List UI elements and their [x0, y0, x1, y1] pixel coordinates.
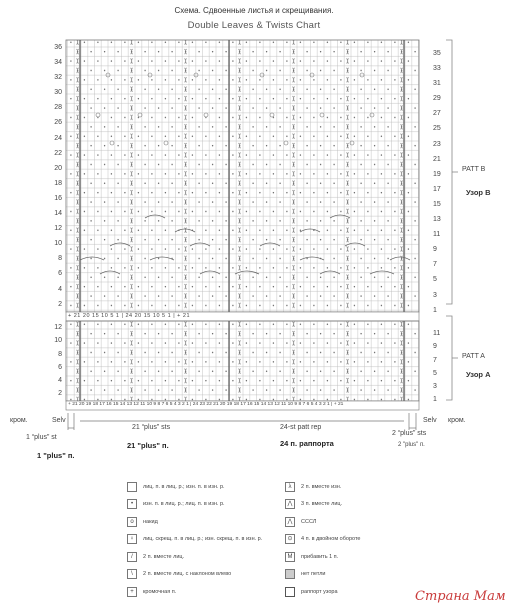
row-number: 27 [433, 110, 441, 118]
row-number: 2 [58, 300, 62, 308]
selv-right: Selv [423, 417, 437, 424]
legend-item [285, 496, 360, 514]
row-number: 31 [433, 80, 441, 88]
legend-item [127, 548, 262, 566]
row-number: 6 [58, 363, 62, 371]
legend-item [127, 478, 262, 496]
row-number: 1 [433, 396, 437, 404]
legend-symbol: ⊙ [285, 534, 295, 544]
row-number: 25 [433, 125, 441, 133]
legend-item [127, 531, 262, 549]
legend-symbol: o [127, 517, 137, 527]
row-number: 26 [54, 119, 62, 127]
legend-text: кромочная п. [143, 588, 177, 595]
bottom-column-numbers: + 21 20 19 18 17 16 15 14 13 12 11 10 9 8 7 6 5 4 3 2 1 | 24 23 22 21 20 19 18 17 16 15 14 13 12 11 10 9 8 7 6 5 4 3 2 1 | + 21 [68, 402, 344, 407]
repeat-24-label-ru: 24 п. раппорта [280, 439, 334, 448]
legend-text: 2 п. вместе изн. [301, 483, 342, 490]
row-number: 9 [433, 343, 437, 351]
legend-text: нет петли [301, 571, 326, 578]
chart-title-ru: Схема. Сдвоенные листья и скрещивания. [174, 6, 334, 15]
legend-text: прибавить 1 п. [301, 553, 339, 560]
row-number: 8 [58, 255, 62, 263]
row-number: 7 [433, 356, 437, 364]
legend-symbol-repeat [285, 587, 295, 597]
legend-symbol: / [127, 552, 137, 562]
left-row-numbers-bottom [50, 321, 64, 401]
uzor-b-label: Узор В [466, 188, 491, 197]
plus-1-label-ru: 1 "plus" п. [37, 451, 75, 460]
legend-symbol-no-stitch [285, 569, 295, 579]
row-number: 14 [54, 210, 62, 218]
row-number: 19 [433, 170, 441, 178]
legend-text: 3 п. вместе лиц. [301, 501, 343, 508]
range-arrows [68, 413, 416, 430]
right-row-numbers-top [433, 46, 447, 318]
row-number: 34 [54, 59, 62, 67]
legend-item [127, 496, 262, 514]
left-row-numbers-top [50, 40, 64, 312]
row-number: 13 [433, 216, 441, 224]
row-number: 20 [54, 164, 62, 172]
row-number: 10 [54, 240, 62, 248]
legend-text: раппорт узора [301, 588, 338, 595]
patt-a-label: PATT A [462, 353, 485, 360]
row-number: 7 [433, 261, 437, 269]
legend-text: СССЛ [301, 518, 317, 525]
legend-symbol: • [127, 499, 137, 509]
row-number: 36 [54, 44, 62, 51]
legend-symbol: + [127, 587, 137, 597]
row-number: 22 [54, 149, 62, 157]
row-number: 10 [54, 337, 62, 345]
row-number: 6 [58, 270, 62, 278]
legend-symbol: \ [127, 569, 137, 579]
row-number: 30 [54, 89, 62, 97]
legend-text: накид [143, 518, 158, 525]
row-number: 9 [433, 246, 437, 254]
plus-2-label-en: 2 “plus” sts [392, 430, 427, 437]
legend-left [127, 478, 262, 601]
row-number: 21 [433, 155, 441, 163]
legend-text: изн. п. в лиц. р.; лиц. п. в изн. р. [143, 501, 225, 508]
row-number: 12 [54, 324, 62, 331]
row-number: 33 [433, 65, 441, 73]
legend-item [127, 566, 262, 584]
row-number: 11 [433, 231, 441, 239]
krom-left: кром. [10, 417, 28, 424]
row-number: 4 [58, 285, 62, 293]
legend-item [127, 583, 262, 601]
chart-title-en: Double Leaves & Twists Chart [187, 20, 321, 31]
row-number: 11 [433, 330, 441, 337]
uzor-a-label: Узор А [466, 370, 491, 379]
row-number: 29 [433, 95, 441, 103]
plus-21-label-en: 21 “plus” sts [132, 424, 171, 431]
legend-text: 2 п. вместе лиц. [143, 553, 185, 560]
right-row-numbers-bottom [433, 327, 447, 407]
row-number: 15 [433, 200, 441, 208]
watermark: Страна Мам [415, 589, 506, 604]
repeat-24-label-en: 24-st patt rep [280, 424, 322, 431]
legend-symbol: ♀ [127, 534, 137, 544]
legend-item [285, 566, 360, 584]
patt-brackets [446, 40, 458, 400]
krom-right: кром. [448, 417, 466, 424]
selv-left: Selv [52, 417, 66, 424]
chart-patt-a [66, 321, 419, 401]
legend-text: 4 п. в двойном обороте [301, 536, 361, 543]
row-number: 5 [433, 369, 437, 377]
legend-symbol: ⋀ [285, 499, 295, 509]
plus-21-label-ru: 21 "plus" п. [127, 441, 169, 450]
row-number: 28 [54, 104, 62, 112]
legend-symbol [127, 482, 137, 492]
chart-patt-b [66, 40, 419, 312]
legend-right [285, 478, 360, 601]
row-number: 4 [58, 377, 62, 385]
legend-item [285, 513, 360, 531]
row-number: 3 [433, 291, 437, 299]
legend-item [285, 478, 360, 496]
row-number: 1 [433, 306, 437, 314]
legend-text: лиц. п. в лиц. р.; изн. п. в изн. р. [143, 483, 225, 490]
row-number: 18 [54, 179, 62, 187]
legend-item [285, 548, 360, 566]
plus-2-label-ru: 2 "plus" п. [398, 442, 425, 448]
row-number: 5 [433, 276, 437, 284]
plus-1-label-en: 1 “plus” st [26, 434, 57, 441]
legend-symbol: M [285, 552, 295, 562]
legend-text: 2 п. вместе лиц. с наклоном влево [143, 571, 232, 578]
row-number: 16 [54, 194, 62, 202]
row-number: 2 [58, 390, 62, 398]
legend-symbol: λ [285, 482, 295, 492]
legend-item [285, 583, 360, 601]
row-number: 17 [433, 185, 441, 193]
row-number: 23 [433, 140, 441, 148]
middle-column-numbers: + 21 20 15 10 5 1 | 24 20 15 10 5 1 | + 21 [68, 313, 191, 319]
legend-text: лиц. скрещ. п. в лиц. р.; изн. скрещ. п. в изн. р. [143, 536, 263, 543]
row-number: 3 [433, 383, 437, 391]
patt-b-label: PATT B [462, 166, 486, 173]
row-number: 8 [58, 350, 62, 358]
legend-symbol: ⋀ [285, 517, 295, 527]
row-number: 24 [54, 134, 62, 142]
row-number: 35 [433, 50, 441, 57]
legend-item [127, 513, 262, 531]
row-number: 32 [54, 74, 62, 82]
row-number: 12 [54, 225, 62, 233]
legend-item [285, 531, 360, 549]
